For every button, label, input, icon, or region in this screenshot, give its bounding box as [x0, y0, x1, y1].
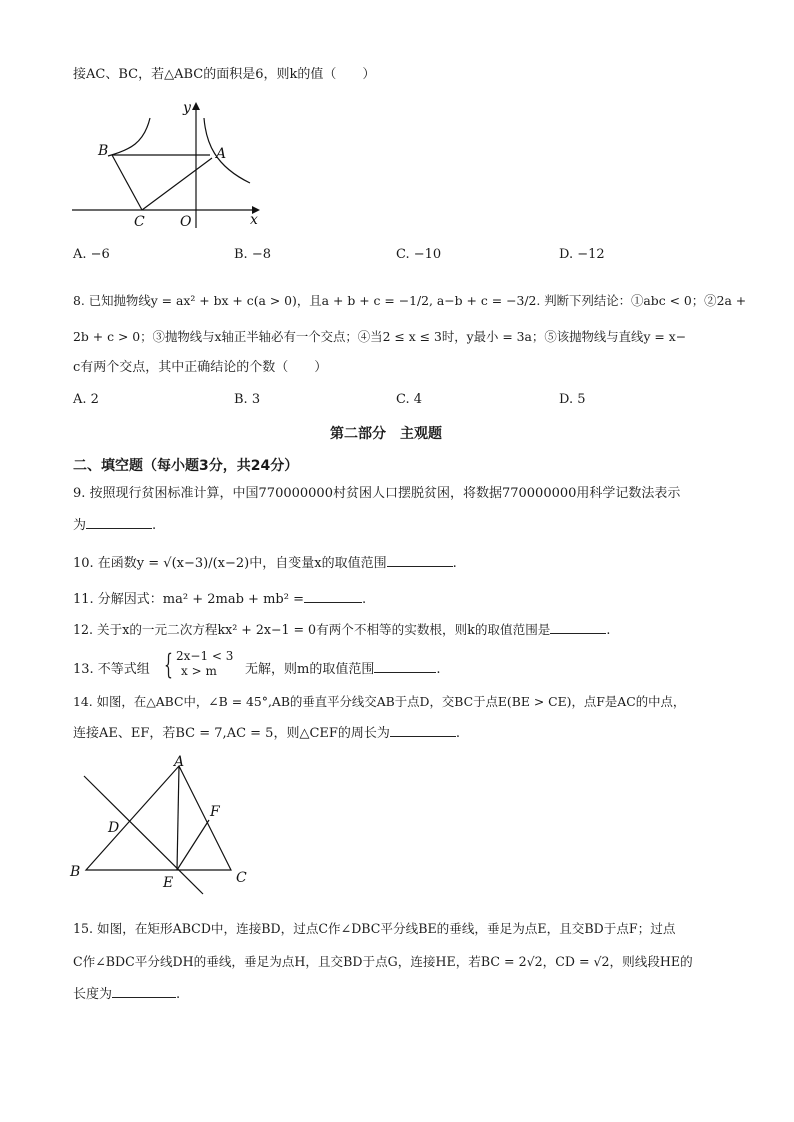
q13-inequality-2: x > m	[181, 664, 217, 678]
q8-line-1: 8. 已知抛物线y = ax² + bx + c(a > 0)，且a + b + c = −1/2, a−b + c = −3/2. 判断下列结论：①abc < 0；②2a +	[73, 293, 747, 308]
q10-line	[73, 554, 457, 573]
q9-line-1: 9. 按照现行贫困标准计算，中国770000000村贫困人口摆脱贫困，将数据770000000用科学记数法表示	[73, 486, 681, 501]
q12-line	[73, 621, 610, 639]
q9-suffix: .	[152, 518, 157, 533]
q14-label-d: D	[108, 820, 120, 836]
q8-option-d: D. 5	[559, 392, 586, 407]
q14-label-a: A	[174, 754, 185, 770]
q14-label-c: C	[236, 870, 247, 886]
q7-option-b: B. −8	[234, 247, 271, 262]
q12-suffix: .	[606, 622, 611, 637]
q8-option-a: A. 2	[73, 392, 99, 407]
q11-prefix: 11. 分解因式：ma² + 2mab + mb² =	[73, 592, 304, 607]
part-two-title: 第二部分 主观题	[330, 426, 442, 442]
q10-answer-blank[interactable]	[387, 554, 453, 567]
q14-suffix: .	[455, 726, 461, 741]
q11-answer-blank[interactable]	[304, 590, 362, 603]
q9-line-2	[73, 516, 156, 535]
q7-label-o: O	[180, 214, 192, 230]
q11-line	[73, 590, 366, 609]
q14-line-1: 14. 如图，在△ABC中，∠B = 45°,AB的垂直平分线交AB于点D，交BC于点E(BE > CE)，点F是AC的中点，	[73, 694, 686, 709]
q7-option-c: C. −10	[396, 247, 442, 262]
q14-line-2	[73, 724, 460, 743]
q7-option-a: A. −6	[73, 247, 110, 262]
q8-option-c: C. 4	[396, 392, 423, 407]
q14-figure	[66, 752, 266, 897]
q9-prefix: 为	[73, 518, 87, 533]
q7-label-x: x	[250, 212, 258, 228]
q14-label-f: F	[210, 804, 220, 820]
q12-answer-blank[interactable]	[550, 621, 606, 634]
q10-prefix: 10. 在函数y = √(x−3)/(x−2)中，自变量x的取值范围	[73, 556, 387, 571]
q15-line-2: C作∠BDC平分线DH的垂线，垂足为点H，且交BD于点G，连接HE，若BC = 2√2，CD = √2，则线段HE的	[73, 954, 693, 969]
q15-line-1: 15. 如图，在矩形ABCD中，连接BD，过点C作∠DBC平分线BE的垂线，垂足为点E，且交BD于点F；过点	[73, 921, 676, 936]
q7-label-y: y	[183, 100, 191, 116]
q14-label-e: E	[163, 875, 174, 891]
q14-answer-blank[interactable]	[390, 724, 456, 737]
q9-answer-blank[interactable]	[86, 516, 152, 529]
q7-intro: 接AC、BC，若△ABC的面积是6，则k的值（ ）	[73, 67, 376, 82]
q7-label-b: B	[98, 143, 109, 159]
q15-suffix: .	[176, 987, 181, 1002]
q10-suffix: .	[452, 556, 457, 571]
q8-line-3: c有两个交点，其中正确结论的个数（ ）	[73, 360, 328, 375]
q7-figure	[70, 98, 270, 238]
q11-suffix: .	[361, 592, 367, 607]
q13-inequality-1: 2x−1 < 3	[176, 649, 234, 663]
q7-option-d: D. −12	[559, 247, 605, 262]
q13-answer-blank[interactable]	[374, 660, 436, 673]
q15-prefix: 长度为	[73, 987, 113, 1002]
q8-option-b: B. 3	[234, 392, 261, 407]
q14-label-b: B	[70, 864, 81, 880]
q13-rest	[245, 658, 440, 677]
q13-label: 13. 不等式组	[73, 662, 150, 677]
q13-brace: {	[164, 648, 173, 681]
q13-rest-text: 无解，则m的取值范围	[245, 662, 375, 677]
q14-prefix: 连接AE、EF，若BC = 7,AC = 5，则△CEF的周长为	[73, 726, 390, 741]
q7-label-c: C	[134, 214, 145, 230]
q13-suffix: .	[436, 662, 441, 677]
q12-prefix: 12. 关于x的一元二次方程kx² + 2x−1 = 0有两个不相等的实数根，则k的取值范围是	[73, 622, 551, 637]
q15-line-3	[73, 985, 180, 1004]
q15-answer-blank[interactable]	[112, 985, 176, 998]
section-fill-in-title: 二、填空题（每小题3分，共24分）	[73, 458, 299, 474]
q7-label-a: A	[216, 146, 227, 162]
q8-line-2: 2b + c > 0；③抛物线与x轴正半轴必有一个交点；④当2 ≤ x ≤ 3时，y最小 = 3a；⑤该抛物线与直线y = x−	[73, 329, 687, 344]
